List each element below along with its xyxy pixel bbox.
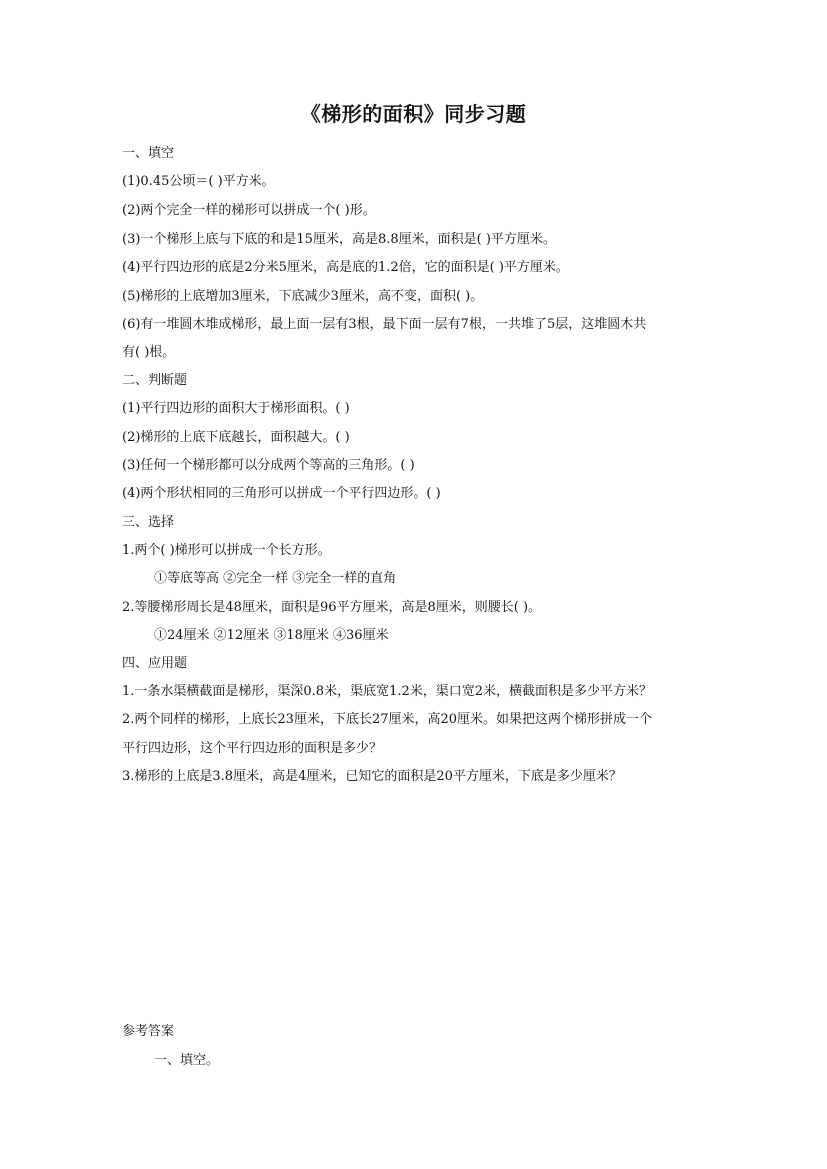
question-2-1: (1)平行四边形的面积大于梯形面积。( ) — [122, 401, 350, 416]
question-1-4: (4)平行四边形的底是2分米5厘米，高是底的1.2倍，它的面积是( )平方厘米。 — [122, 260, 569, 275]
section-heading-fill-in: 一、填空 — [122, 146, 175, 161]
answers-section-1: 一、填空。 — [154, 1053, 220, 1068]
question-3-2: 2.等腰梯形周长是48厘米，面积是96平方厘米，高是8厘米，则腰长( )。 — [122, 600, 542, 615]
question-4-3: 3.梯形的上底是3.8厘米，高是4厘米，已知它的面积是20平方厘米，下底是多少厘米？ — [122, 769, 622, 784]
question-1-1: (1)0.45公顷＝( )平方米。 — [122, 174, 275, 189]
question-1-2: (2)两个完全一样的梯形可以拼成一个( )形。 — [122, 203, 376, 218]
answers-heading: 参考答案 — [122, 1024, 175, 1039]
question-3-1-options: ①等底等高 ②完全一样 ③完全一样的直角 — [154, 571, 397, 586]
question-3-2-options: ①24厘米 ②12厘米 ③18厘米 ④36厘米 — [154, 628, 389, 643]
question-2-2: (2)梯形的上底下底越长，面积越大。( ) — [122, 430, 350, 445]
section-heading-true-false: 二、判断题 — [122, 373, 188, 388]
question-2-4: (4)两个形状相同的三角形可以拼成一个平行四边形。( ) — [122, 486, 441, 501]
question-1-6-line1: (6)有一堆圆木堆成梯形，最上面一层有3根，最下面一层有7根，一共堆了5层，这堆圆木共 — [122, 317, 647, 332]
question-4-2-line2: 平行四边形，这个平行四边形的面积是多少？ — [122, 741, 383, 756]
section-heading-choice: 三、选择 — [122, 515, 175, 530]
question-4-2-line1: 2.两个同样的梯形，上底长23厘米，下底长27厘米，高20厘米。如果把这两个梯形拼成一个 — [122, 712, 653, 727]
question-4-1: 1.一条水渠横截面是梯形，渠深0.8米，渠底宽1.2米，渠口宽2米，横截面积是多少平方米？ — [122, 684, 653, 699]
question-3-1: 1.两个( )梯形可以拼成一个长方形。 — [122, 543, 331, 558]
page-title: 《梯形的面积》同步习题 — [300, 102, 527, 126]
question-1-3: (3)一个梯形上底与下底的和是15厘米，高是8.8厘米，面积是( )平方厘米。 — [122, 232, 556, 247]
question-1-6-line2: 有( )根。 — [122, 345, 176, 360]
section-heading-application: 四、应用题 — [122, 656, 188, 671]
question-1-5: (5)梯形的上底增加3厘米，下底减少3厘米，高不变，面积( )。 — [122, 289, 484, 304]
question-2-3: (3)任何一个梯形都可以分成两个等高的三角形。( ) — [122, 458, 415, 473]
